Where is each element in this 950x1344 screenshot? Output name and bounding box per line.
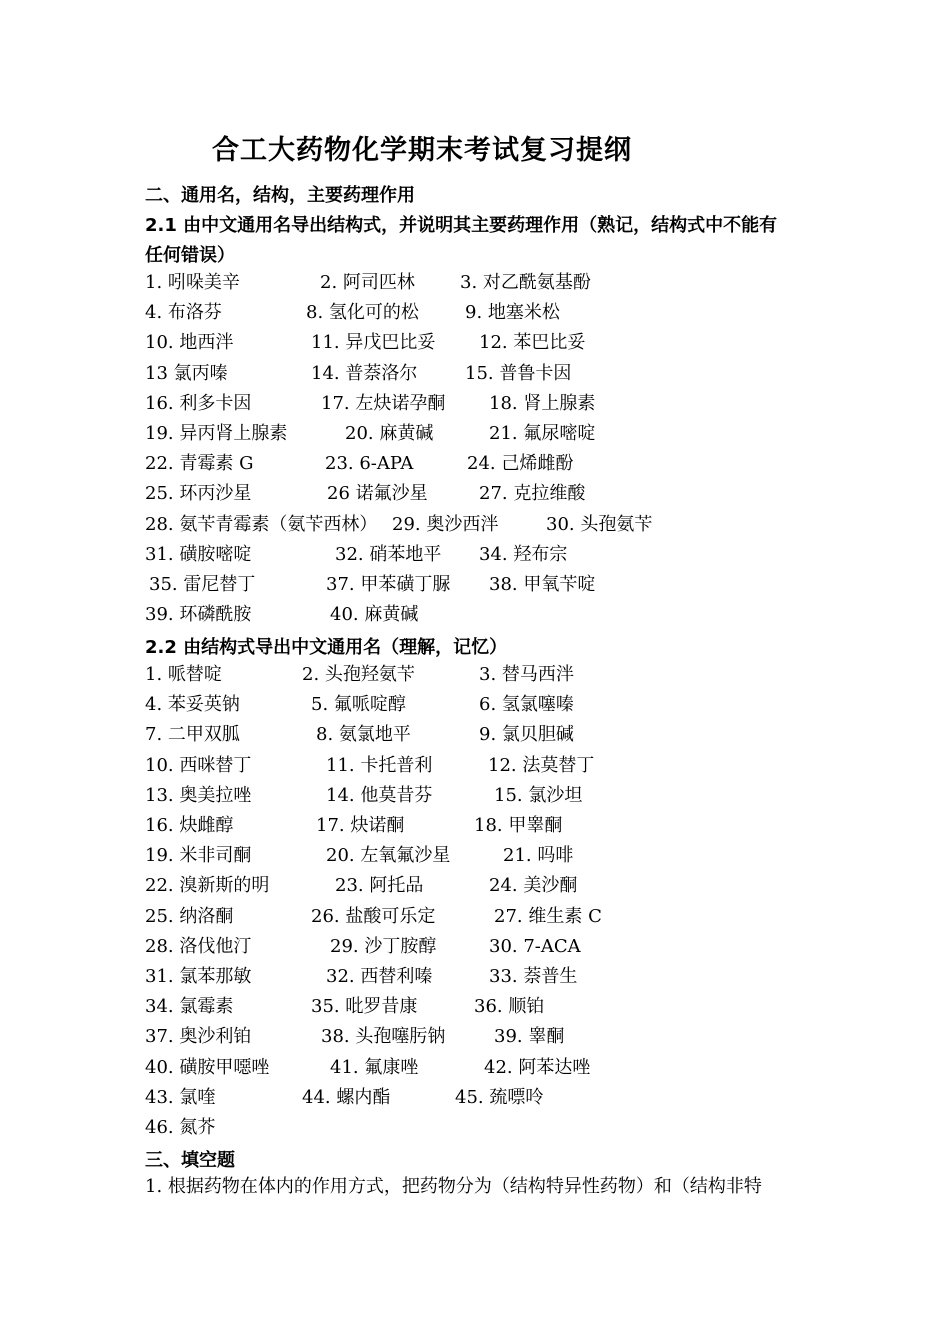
drug-name-2-2-item: 26. 盐酸可乐定 — [311, 905, 436, 927]
drug-name-2-1-item: 28. 氨苄青霉素（氨苄西林） — [145, 513, 378, 535]
drug-name-2-1-item: 13 氯丙嗪 — [145, 362, 228, 384]
drug-name-2-2-row — [0, 962, 950, 992]
drug-name-2-1-row — [0, 419, 950, 449]
section-2-heading: 二、通用名，结构，主要药理作用 — [145, 185, 415, 206]
drug-name-2-2-row — [0, 751, 950, 781]
drug-name-2-2-item: 46. 氮芥 — [145, 1117, 216, 1138]
drug-name-2-1-item: 4. 布洛芬 — [145, 302, 222, 324]
drug-name-2-1-item: 19. 异丙肾上腺素 — [145, 423, 288, 444]
fill-blank-question-1: 1. 根据药物在体内的作用方式，把药物分为（结构特异性药物）和（结构非特 — [145, 1176, 762, 1197]
drug-name-2-2-item: 30. 7-ACA — [489, 935, 581, 957]
drug-name-2-1-row — [0, 359, 950, 389]
subsection-2-1-heading-line-1: 2.1 由中文通用名导出结构式，并说明其主要药理作用（熟记，结构式中不能有 — [145, 215, 778, 236]
drug-name-2-2-item: 19. 米非司酮 — [145, 845, 252, 867]
drug-name-2-2-item: 23. 阿托品 — [335, 875, 424, 897]
drug-name-2-2-row — [0, 871, 950, 901]
drug-name-2-1-item: 2. 阿司匹林 — [320, 272, 415, 293]
drug-name-2-2-item: 2. 头孢羟氨苄 — [302, 664, 415, 685]
drug-name-2-1-item: 29. 奥沙西泮 — [392, 513, 499, 535]
drug-name-2-1-item: 10. 地西泮 — [145, 332, 234, 354]
drug-name-2-1-item: 35. 雷尼替丁 — [149, 574, 256, 595]
drug-name-2-2-item: 33. 萘普生 — [489, 966, 578, 987]
drug-name-2-2-item: 29. 沙丁胺醇 — [330, 935, 437, 957]
drug-name-2-2-item: 5. 氟哌啶醇 — [311, 694, 406, 716]
drug-name-2-2-row — [0, 841, 950, 871]
drug-name-2-1-item: 12. 苯巴比妥 — [479, 332, 586, 354]
drug-name-2-1-item: 17. 左炔诺孕酮 — [321, 392, 446, 414]
drug-name-2-1-item: 26 诺氟沙星 — [327, 483, 428, 505]
drug-name-2-2-item: 14. 他莫昔芬 — [326, 784, 433, 806]
drug-name-2-2-item: 8. 氨氯地平 — [316, 724, 411, 746]
drug-name-2-1-row — [0, 389, 950, 419]
drug-name-2-1-item: 34. 羟布宗 — [479, 543, 568, 565]
drug-name-2-2-item: 15. 氯沙坦 — [494, 784, 583, 806]
drug-name-2-1-row — [0, 449, 950, 479]
section-3-heading: 三、填空题 — [145, 1150, 235, 1171]
drug-name-2-2-item: 17. 炔诺酮 — [316, 815, 405, 836]
drug-name-2-2-item: 41. 氟康唑 — [330, 1056, 419, 1078]
drug-name-2-1-item: 3. 对乙酰氨基酚 — [460, 272, 591, 293]
drug-name-2-1-item: 30. 头孢氨苄 — [546, 513, 653, 535]
drug-name-2-2-item: 6. 氢氯噻嗪 — [479, 694, 574, 716]
drug-name-2-2-row — [0, 932, 950, 962]
drug-name-2-2-item: 7. 二甲双胍 — [145, 724, 240, 746]
drug-name-2-1-item: 22. 青霉素 G — [145, 453, 254, 475]
drug-name-2-2-item: 21. 吗啡 — [503, 845, 574, 867]
drug-name-2-1-row — [0, 570, 950, 600]
drug-name-2-1-item: 39. 环磷酰胺 — [145, 604, 252, 626]
drug-name-2-2-item: 31. 氯苯那敏 — [145, 966, 252, 987]
drug-name-2-2-item: 10. 西咪替丁 — [145, 754, 252, 776]
drug-name-2-2-item: 11. 卡托普利 — [326, 754, 433, 776]
drug-name-2-2-item: 16. 炔雌醇 — [145, 815, 234, 836]
drug-name-2-1-row — [0, 298, 950, 328]
drug-name-2-1-item: 8. 氢化可的松 — [306, 302, 419, 324]
drug-name-2-2-item: 4. 苯妥英钠 — [145, 694, 240, 716]
drug-name-2-2-row — [0, 992, 950, 1022]
drug-name-2-1-row — [0, 479, 950, 509]
drug-name-2-1-item: 1. 吲哚美辛 — [145, 272, 240, 293]
drug-name-2-1-row — [0, 600, 950, 630]
drug-name-2-2-item: 36. 顺铂 — [474, 996, 545, 1018]
drug-name-2-1-row — [0, 510, 950, 540]
drug-name-2-2-row — [0, 1053, 950, 1083]
drug-name-2-2-item: 39. 睾酮 — [494, 1026, 565, 1048]
drug-name-2-2-row — [0, 1113, 950, 1143]
drug-name-2-1-item: 32. 硝苯地平 — [335, 543, 442, 565]
drug-name-2-1-item: 25. 环丙沙星 — [145, 483, 252, 505]
drug-name-2-2-item: 38. 头孢噻肟钠 — [321, 1026, 446, 1048]
drug-name-2-2-item: 34. 氯霉素 — [145, 996, 234, 1018]
drug-name-2-2-item: 3. 替马西泮 — [479, 664, 574, 685]
drug-name-2-1-row — [0, 268, 950, 298]
drug-name-2-2-row — [0, 1022, 950, 1052]
drug-name-2-2-row — [0, 1083, 950, 1113]
drug-name-2-2-item: 22. 溴新斯的明 — [145, 875, 270, 897]
drug-name-2-2-item: 25. 纳洛酮 — [145, 905, 234, 927]
drug-name-2-2-item: 9. 氯贝胆碱 — [479, 724, 574, 746]
drug-name-2-2-item: 27. 维生素 C — [494, 905, 602, 927]
drug-name-2-1-item: 16. 利多卡因 — [145, 392, 252, 414]
drug-name-2-2-item: 20. 左氧氟沙星 — [326, 845, 451, 867]
drug-name-2-2-row — [0, 902, 950, 932]
drug-name-2-2-item: 43. 氯喹 — [145, 1086, 216, 1108]
drug-name-2-1-item: 40. 麻黄碱 — [330, 604, 419, 626]
drug-name-2-1-item: 15. 普鲁卡因 — [465, 362, 572, 384]
drug-name-2-2-item: 44. 螺内酯 — [302, 1086, 391, 1108]
drug-name-2-1-item: 38. 甲氧苄啶 — [489, 574, 596, 595]
drug-name-2-1-item: 11. 异戊巴比妥 — [311, 332, 436, 354]
drug-name-2-1-row — [0, 540, 950, 570]
drug-name-2-2-item: 42. 阿苯达唑 — [484, 1056, 591, 1078]
drug-name-2-2-item: 12. 法莫替丁 — [488, 754, 595, 776]
drug-name-2-1-item: 23. 6-APA — [325, 453, 414, 475]
drug-name-2-1-item: 31. 磺胺嘧啶 — [145, 543, 252, 565]
drug-name-2-2-item: 40. 磺胺甲噁唑 — [145, 1056, 270, 1078]
drug-name-2-2-item: 32. 西替利嗪 — [326, 966, 433, 987]
drug-name-2-2-item: 35. 吡罗昔康 — [311, 996, 418, 1018]
drug-name-2-1-item: 24. 己烯雌酚 — [467, 453, 574, 475]
drug-name-2-2-row — [0, 811, 950, 841]
drug-name-2-1-item: 37. 甲苯磺丁脲 — [326, 574, 451, 595]
drug-name-2-1-item: 9. 地塞米松 — [465, 302, 560, 324]
page-title: 合工大药物化学期末考试复习提纲 — [212, 135, 632, 166]
drug-name-2-1-item: 18. 肾上腺素 — [489, 392, 596, 414]
drug-name-2-1-item: 27. 克拉维酸 — [479, 483, 586, 505]
subsection-2-1-heading-line-2: 任何错误） — [145, 245, 235, 266]
drug-name-2-2-item: 28. 洛伐他汀 — [145, 935, 252, 957]
drug-name-2-2-row — [0, 720, 950, 750]
drug-name-2-1-item: 21. 氟尿嘧啶 — [489, 423, 596, 444]
drug-name-2-2-item: 45. 巯嘌呤 — [455, 1086, 544, 1108]
drug-name-2-1-item: 14. 普萘洛尔 — [311, 362, 418, 384]
drug-name-2-1-item: 20. 麻黄碱 — [345, 423, 434, 444]
drug-name-2-2-item: 13. 奥美拉唑 — [145, 784, 252, 806]
drug-name-2-2-item: 24. 美沙酮 — [489, 875, 578, 897]
subsection-2-2-heading: 2.2 由结构式导出中文通用名（理解，记忆） — [145, 637, 508, 658]
drug-name-2-2-row — [0, 660, 950, 690]
drug-name-2-1-row — [0, 328, 950, 358]
drug-name-2-2-row — [0, 690, 950, 720]
drug-name-2-2-row — [0, 781, 950, 811]
drug-name-2-2-item: 1. 哌替啶 — [145, 664, 222, 685]
drug-name-2-2-item: 37. 奥沙利铂 — [145, 1026, 252, 1048]
drug-name-2-2-item: 18. 甲睾酮 — [474, 815, 563, 836]
